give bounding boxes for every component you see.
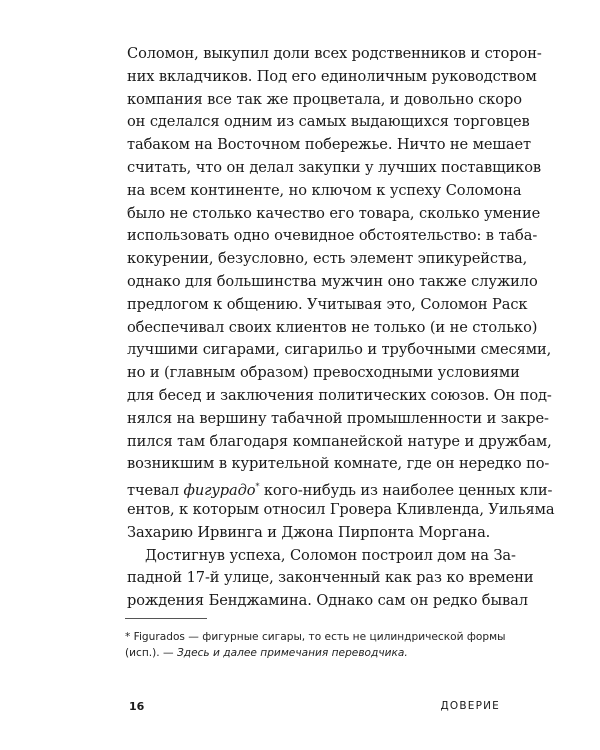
text-line: Соломон, выкупил доли всех родственников и сторон- xyxy=(127,45,542,62)
text-line: табаком на Восточном побережье. Ничто не мешает xyxy=(127,136,531,154)
footnote-italic-note: Здесь и далее примечания переводчика. xyxy=(176,646,408,659)
text-line: но и (главным образом) превосходными условиями xyxy=(127,364,520,382)
footnote-line xyxy=(125,646,497,662)
text-run: тчевал xyxy=(127,482,184,500)
footnote-marker: * xyxy=(255,482,260,492)
paragraph-first-line: Достигнув успеха, Соломон построил дом на За- xyxy=(145,546,516,564)
text-line: кокурении, безусловно, есть элемент эпикурейства, xyxy=(127,250,528,268)
text-line: падной 17-й улице, законченный как раз ко времени xyxy=(127,569,534,587)
text-line: предлогом к общению. Учитывая это, Соломон Раск xyxy=(127,295,528,313)
text-line: возникшим в курительной комнате, где он нередко по- xyxy=(127,455,550,473)
text-line: пился там благодаря компанейской натуре и дружбам, xyxy=(127,432,552,450)
text-line: Захарию Ирвинга и Джона Пирпонта Моргана. xyxy=(127,523,491,541)
footnote-divider xyxy=(125,618,207,619)
page-number: 16 xyxy=(129,700,145,713)
footnote-run: (исп.). — xyxy=(125,646,177,659)
text-line: использовать одно очевидное обстоятельство: в таба- xyxy=(127,227,538,245)
text-line: для бесед и заключения политических союзов. Он под- xyxy=(127,386,552,404)
text-line: компания все так же процветала, и довольно скоро xyxy=(127,90,522,108)
text-line-with-footnote-ref xyxy=(127,476,553,500)
text-line: однако для большинства мужчин оно также служило xyxy=(127,272,538,290)
footnote xyxy=(125,630,506,661)
text-line: он сделался одним из самых выдающихся торговцев xyxy=(127,113,530,131)
body-text xyxy=(127,43,555,613)
text-run: кого-нибудь из наиболее ценных кли- xyxy=(259,482,553,500)
text-line: лучшими сигарами, сигарильо и трубочными смесями, xyxy=(127,341,552,359)
text-line: обеспечивал своих клиентов не только (и не столько) xyxy=(127,318,538,336)
text-line: ентов, к которым относил Гровера Кливленда, Уильяма xyxy=(127,500,555,518)
text-line: них вкладчиков. Под его единоличным руководством xyxy=(127,67,537,85)
italic-term: фигурадо xyxy=(183,482,256,500)
text-line: рождения Бенджамина. Однако сам он редко бывал xyxy=(127,592,528,610)
text-line: нялся на вершину табачной промышленности и закре- xyxy=(127,409,549,427)
publisher-mark: ДОВЕРИЕ xyxy=(440,700,500,712)
footnote-line: * Figurados — фигурные сигары, то есть не цилиндрической формы xyxy=(125,631,506,643)
text-line: было не столько качество его товара, сколько умение xyxy=(127,204,541,222)
text-line: на всем континенте, но ключом к успеху Соломона xyxy=(127,181,522,199)
text-line: считать, что он делал закупки у лучших поставщиков xyxy=(127,158,541,176)
